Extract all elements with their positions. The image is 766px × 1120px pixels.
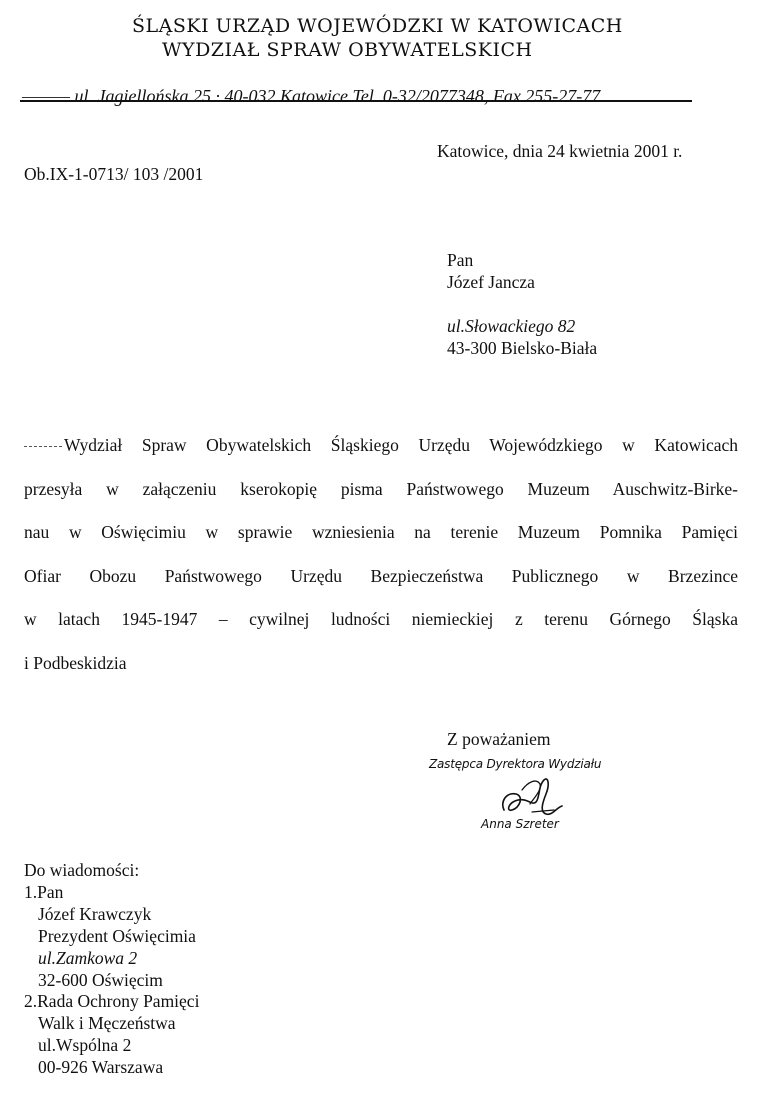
- letter-date: Katowice, dnia 24 kwietnia 2001 r.: [437, 141, 683, 161]
- paragraph-line: przesyła w załączeniu kserokopię pisma Państwowego Muzeum Auschwitz-Birke-: [24, 478, 738, 499]
- recipient-city: 43-300 Bielsko-Biała: [447, 338, 598, 358]
- cc-recipient-2-line: 00-926 Warszawa: [38, 1057, 164, 1078]
- recipient-salutation: Pan: [447, 250, 474, 270]
- cc-number: 1.: [24, 881, 38, 902]
- cc-list: [24, 860, 199, 1079]
- cc-recipient-2-line: [24, 991, 199, 1013]
- department-name-heading: WYDZIAŁ SPRAW OBYWATELSKICH: [162, 39, 533, 61]
- closing-phrase: Z poważaniem: [447, 729, 551, 749]
- letterhead-address-line: [22, 86, 600, 107]
- signer-name: Anna Szreter: [481, 817, 559, 831]
- handwritten-signature: [492, 772, 570, 822]
- letter-body-paragraph: [24, 424, 738, 686]
- paragraph-line: i Podbeskidzia: [24, 652, 127, 673]
- address-leading-dashes: ———: [22, 86, 75, 106]
- cc-recipient-1-line: [24, 882, 199, 904]
- signer-title: Zastępca Dyrektora Wydziału: [429, 757, 602, 771]
- paragraph-line: w latach 1945-1947 – cywilnej ludności niemieckiej z terenu Górnego Śląska: [24, 609, 738, 630]
- cc-line-text: Pan: [37, 881, 64, 902]
- paragraph-line: Ofiar Obozu Państwowego Urzędu Bezpieczeństwa Publicznego w Brzezince: [24, 565, 738, 586]
- cc-heading: Do wiadomości:: [24, 860, 140, 880]
- paragraph-line: [24, 424, 738, 468]
- paragraph-line: nau w Oświęcimiu w sprawie wzniesienia na terenie Muzeum Pomnika Pamięci: [24, 522, 738, 543]
- recipient-street: ul.Słowackiego 82: [447, 316, 576, 336]
- indent-dashes: [24, 446, 62, 447]
- cc-line-text: Rada Ochrony Pamięci: [37, 991, 200, 1012]
- letterhead-divider: [20, 100, 692, 102]
- office-name-heading: ŚLĄSKI URZĄD WOJEWÓDZKI W KATOWICACH: [132, 15, 623, 37]
- cc-recipient-2-line: Walk i Męczeństwa: [38, 1013, 176, 1034]
- cc-recipient-2-line: ul.Wspólna 2: [38, 1035, 132, 1056]
- recipient-name: Józef Jancza: [447, 272, 535, 292]
- address-text: ul. Jagiellońska 25 · 40-032 Katowice Tel. 0-32/2077348, Fax 255-27-77: [74, 86, 601, 106]
- reference-number: Ob.IX-1-0713/ 103 /2001: [24, 164, 204, 184]
- cc-recipient-1-line: ul.Zamkowa 2: [38, 947, 138, 968]
- cc-recipient-1-line: Prezydent Oświęcimia: [38, 925, 196, 946]
- cc-number: 2.: [24, 991, 38, 1012]
- paragraph-line-text: Wydział Spraw Obywatelskich Śląskiego Urzędu Wojewódzkiego w Katowicach: [64, 435, 738, 455]
- cc-recipient-1-line: Józef Krawczyk: [38, 903, 152, 924]
- cc-recipient-1-line: 32-600 Oświęcim: [38, 969, 163, 990]
